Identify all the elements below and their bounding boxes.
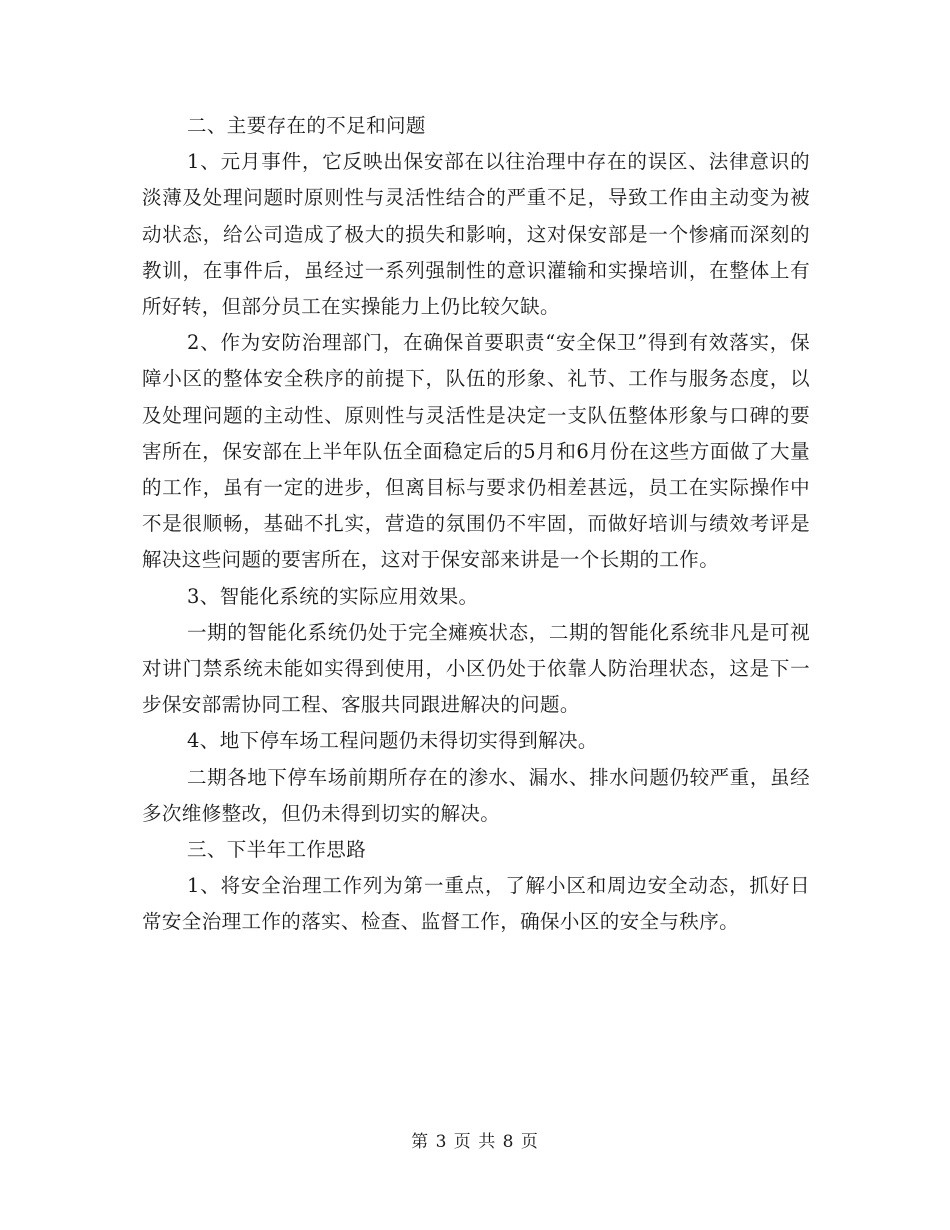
subheading-intelligent-system: 3、智能化系统的实际应用效果。: [187, 584, 479, 608]
paragraph-security-department: 2、作为安防治理部门，在确保首要职责“安全保卫”得到有效落实，保障小区的整体安全秩序的前提下，队伍的形象、礼节、工作与服务态度，以及处理问题的主动性、原则性与灵活性是决定一支队伍整体形象与口碑的要害所在，保安部在上半年队伍全面稳定后的5月和6月份在这些方面做了大量的工作，虽有一定的进步，但离目标与要求仍相差甚远，员工在实际操作中不是很顺畅，基础不扎实，营造的氛围仍不牢固，而做好培训与绩效考评是解决这些问题的要害所在，这对于保安部来讲是一个长期的工作。: [142, 331, 810, 572]
subheading-parking-garage: 4、地下停车场工程问题仍未得切实得到解决。: [187, 729, 598, 753]
page-number-footer: 第 3 页 共 8 页: [411, 1132, 539, 1152]
paragraph-safety-priority: 1、将安全治理工作列为第一重点，了解小区和周边安全动态，抓好日常安全治理工作的落实、检查、监督工作，确保小区的安全与秩序。: [142, 874, 810, 934]
paragraph-intelligent-system: 一期的智能化系统仍处于完全瘫痪状态，二期的智能化系统非凡是可视对讲门禁系统未能如实得到使用，小区仍处于依靠人防治理状态，这是下一步保安部需协同工程、客服共同跟进解决的问题。: [142, 620, 810, 717]
section-heading-shortcomings: 二、主要存在的不足和问题: [187, 114, 426, 137]
paragraph-parking-garage: 二期各地下停车场前期所存在的渗水、漏水、排水问题仍较严重，虽经多次维修整改，但仍未得到切实的解决。: [142, 765, 810, 825]
section-heading-second-half-plan: 三、下半年工作思路: [187, 838, 367, 862]
document-body: [142, 108, 810, 941]
paragraph-january-incident: 1、元月事件，它反映出保安部在以往治理中存在的误区、法律意识的淡薄及处理问题时原则性与灵活性结合的严重不足，导致工作由主动变为被动状态，给公司造成了极大的损失和影响，这对保安部是一个惨痛而深刻的教训，在事件后，虽经过一系列强制性的意识灌输和实操培训，在整体上有所好转，但部分员工在实操能力上仍比较欠缺。: [142, 150, 810, 319]
